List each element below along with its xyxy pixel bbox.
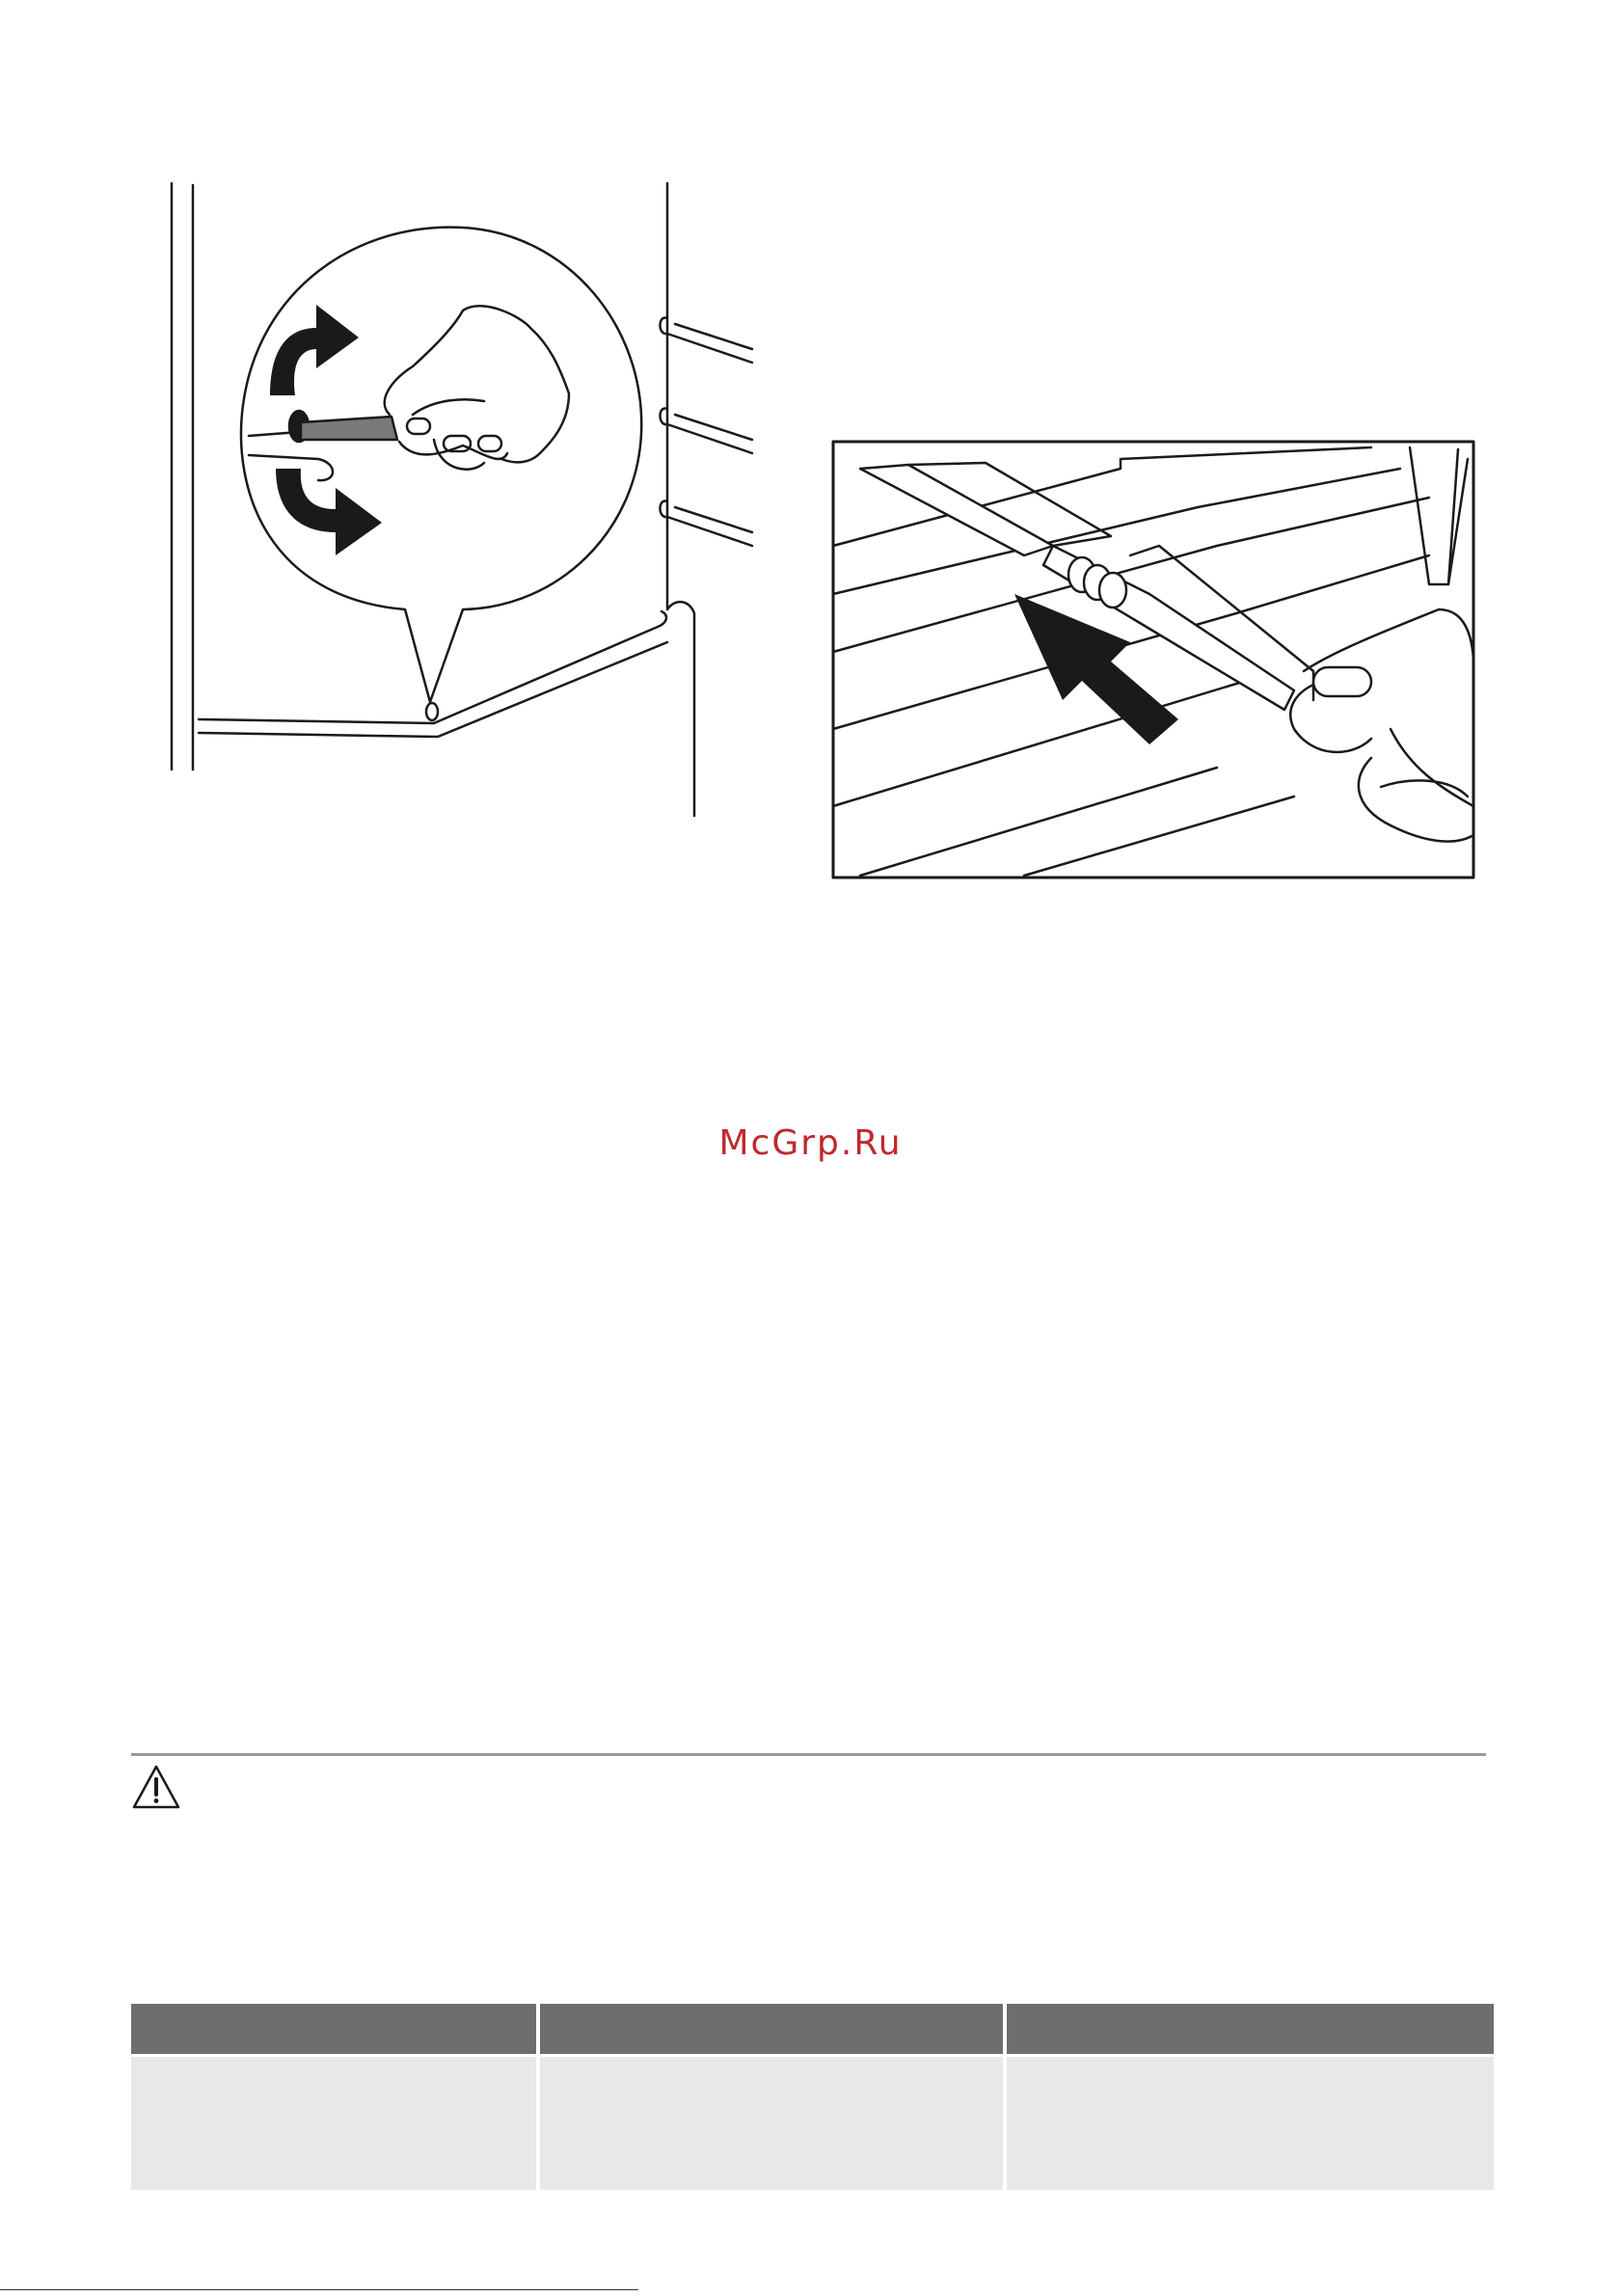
table-header-cell [1007, 2004, 1494, 2057]
warning-triangle-icon [131, 1763, 181, 1813]
table-header-row [131, 2004, 1494, 2057]
table-cell [1007, 2057, 1494, 2190]
drain-hole-illustration [154, 174, 771, 829]
table-row [131, 2057, 1494, 2190]
watermark: McGrp.Ru [718, 1123, 903, 1163]
table-cell [540, 2057, 1003, 2190]
drain-channel-illustration [831, 440, 1475, 879]
footer-rule [0, 2289, 638, 2290]
troubleshooting-table [127, 2004, 1498, 2190]
table-cell [131, 2057, 536, 2190]
table-header-cell [131, 2004, 536, 2057]
table-header-cell [540, 2004, 1003, 2057]
section-divider [131, 1753, 1486, 1756]
